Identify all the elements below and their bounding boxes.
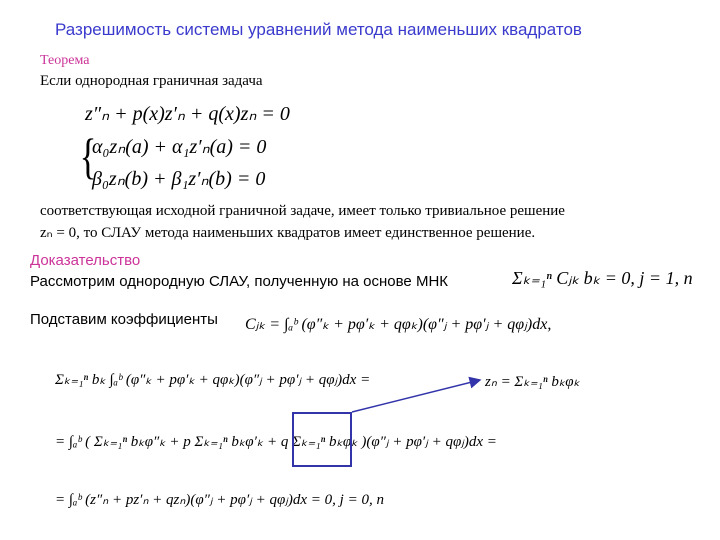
theorem-body-line-2: zₙ = 0, то СЛАУ метода наименьших квадратов имеет единственное решение. (40, 225, 536, 241)
equation-line-1: Σₖ₌₁ⁿ bₖ ∫ₐᵇ (φ″ₖ + pφ′ₖ + qφₖ)(φ″ⱼ + pφ′ⱼ + qφⱼ)dx = (55, 372, 371, 388)
equation-line-3: = ∫ₐᵇ (z″ₙ + pz′ₙ + qzₙ)(φ″ⱼ + pφ′ⱼ + qφⱼ)dx = 0, j = 0, n (55, 492, 384, 508)
theorem-body-line-1: соответствующая исходной граничной задаче, имеет только тривиальное решение (40, 203, 565, 219)
coefficient-formula: Cⱼₖ = ∫ₐᵇ (φ″ₖ + pφ′ₖ + qφₖ)(φ″ⱼ + pφ′ⱼ + qφⱼ)dx, (245, 316, 552, 333)
slide-title: Разрешимость системы уравнений метода наименьших квадратов (55, 20, 582, 39)
arrow-line (352, 380, 480, 412)
boundary-condition-b: β₀zₙ(b) + β₁z′ₙ(b) = 0 (92, 168, 266, 190)
proof-label: Доказательство (30, 252, 141, 269)
equation-line-2: = ∫ₐᵇ ( Σₖ₌₁ⁿ bₖφ″ₖ + p Σₖ₌₁ⁿ bₖφ′ₖ + q Σₖ₌₁ⁿ bₖφₖ )(φ″ⱼ + pφ′ⱼ + qφⱼ)dx = (55, 434, 497, 450)
zn-expansion: zₙ = Σₖ₌₁ⁿ bₖφₖ (485, 374, 580, 390)
proof-line-1: Рассмотрим однородную СЛАУ, полученную на основе МНК (30, 273, 449, 290)
system-brace: { (79, 128, 97, 184)
theorem-intro: Если однородная граничная задача (40, 73, 263, 89)
slau-equation: Σₖ₌₁ⁿ Cⱼₖ bₖ = 0, j = 1, n (512, 268, 693, 288)
ode-equation: z″ₙ + p(x)z′ₙ + q(x)zₙ = 0 (85, 103, 290, 125)
theorem-label: Теорема (40, 53, 90, 68)
substitute-text: Подставим коэффициенты (30, 311, 218, 328)
boundary-condition-a: α₀zₙ(a) + α₁z′ₙ(a) = 0 (92, 136, 267, 158)
